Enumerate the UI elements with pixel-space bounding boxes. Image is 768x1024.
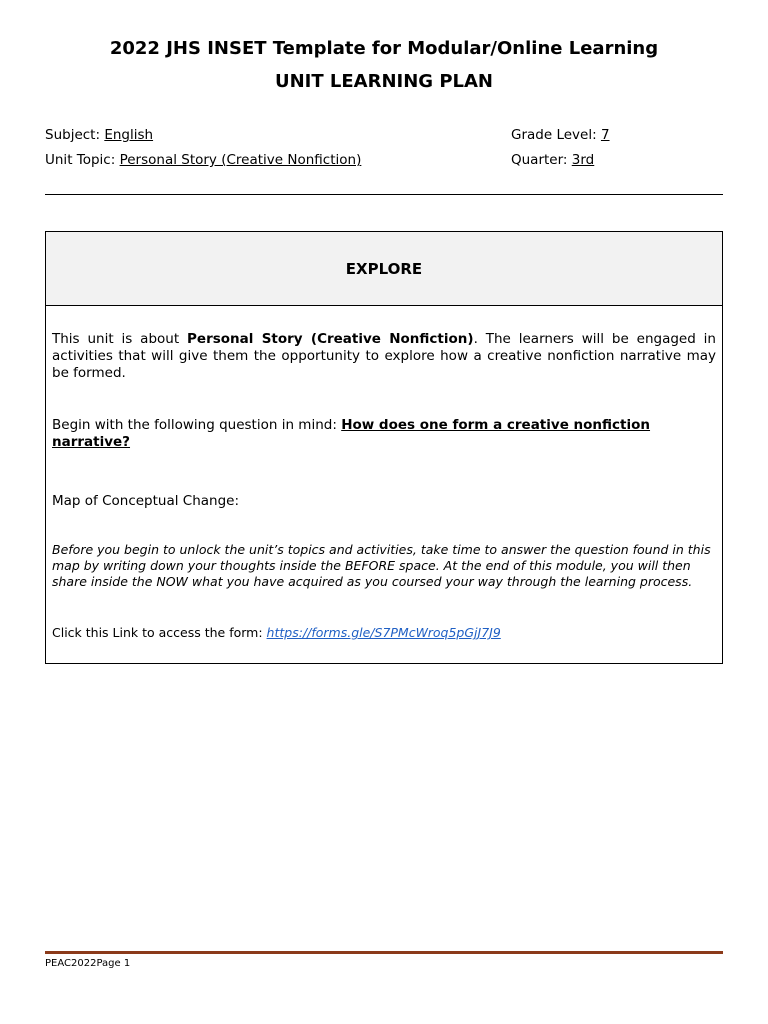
footer-rule	[45, 951, 723, 954]
quarter-field	[511, 152, 594, 168]
intro-text-rest: . The learners will be engaged in activities that will give them the opportunity to explore how a creative nonfiction narrative may be formed.	[52, 331, 716, 381]
page-footer: PEAC2022Page 1	[45, 958, 131, 969]
guiding-question-paragraph	[52, 417, 662, 451]
form-link-paragraph	[52, 624, 716, 641]
form-link[interactable]: https://forms.gle/S7PMcWroq5pGjJ7J9	[266, 625, 501, 640]
guiding-question: How does one form a creative nonfiction narrative?	[52, 417, 651, 450]
document-title: 2022 JHS INSET Template for Modular/Online Learning	[109, 38, 659, 59]
link-lead-in: Click this Link to access the form:	[52, 625, 267, 640]
map-label: Map of Conceptual Change:	[52, 493, 240, 509]
document-subtitle: UNIT LEARNING PLAN	[274, 71, 493, 92]
section-divider	[45, 194, 723, 195]
subject-value: English	[104, 127, 154, 143]
map-instructions: Before you begin to unlock the unit’s topics and activities, take time to answer the question found in this map by writing down your thoughts inside the BEFORE space. At the end of this module, you will then share inside the NOW what you have acquired as you coursed your way through the learning process.	[52, 542, 711, 589]
unit-topic-value: Personal Story (Creative Nonfiction)	[119, 152, 362, 168]
grade-level-value: 7	[600, 127, 610, 143]
quarter-label: Quarter:	[511, 152, 568, 168]
unit-topic-label: Unit Topic:	[45, 152, 116, 168]
intro-text: This unit is about	[52, 331, 188, 347]
subject-label: Subject:	[45, 127, 101, 143]
subject-field	[45, 127, 153, 143]
explore-heading: EXPLORE	[46, 232, 722, 306]
question-lead-in: Begin with the following question in mind:	[52, 417, 342, 433]
quarter-value: 3rd	[571, 152, 595, 168]
unit-topic-field	[45, 152, 361, 168]
intro-topic-bold: Personal Story (Creative Nonfiction)	[187, 331, 474, 347]
grade-level-label: Grade Level:	[511, 127, 597, 143]
intro-paragraph	[52, 331, 716, 382]
grade-level-field	[511, 127, 610, 143]
explore-section	[45, 231, 723, 664]
